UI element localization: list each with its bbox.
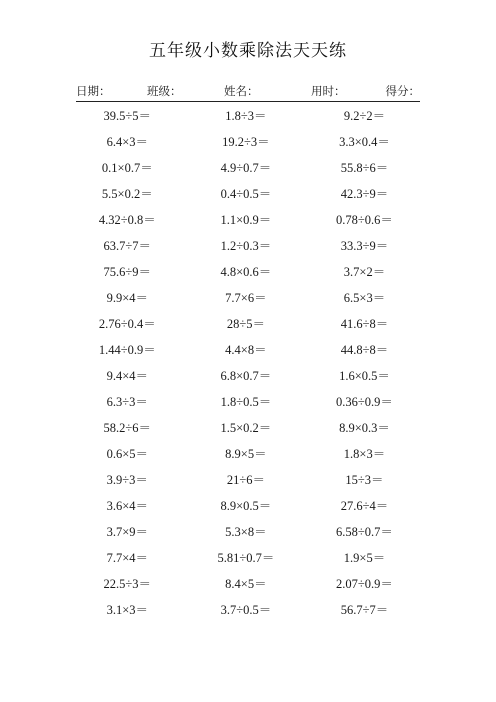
problem-item: 75.6÷9＝ [103, 265, 152, 279]
problem-row [68, 519, 424, 545]
problem-row [68, 103, 424, 129]
problem-item: 1.8÷0.5＝ [220, 395, 272, 409]
class-label: 班级： [147, 84, 182, 98]
problem-item: 1.8×3＝ [343, 447, 386, 461]
problem-row [68, 493, 424, 519]
problem-row [68, 571, 424, 597]
problem-row [68, 597, 424, 623]
problem-item: 0.1×0.7＝ [101, 161, 153, 175]
problem-item: 27.6÷4＝ [340, 499, 389, 513]
problem-item: 5.81÷0.7＝ [217, 551, 275, 565]
problem-item: 0.4÷0.5＝ [220, 187, 272, 201]
problem-item: 4.8×0.6＝ [220, 265, 272, 279]
problem-row [68, 181, 424, 207]
name-label: 姓名： [224, 84, 259, 98]
problem-row [68, 545, 424, 571]
problem-item: 55.8÷6＝ [340, 161, 389, 175]
problem-item: 63.7÷7＝ [103, 239, 152, 253]
problem-item: 6.3÷3＝ [106, 395, 148, 409]
problem-item: 3.6×4＝ [106, 499, 149, 513]
problem-row [68, 441, 424, 467]
problem-item: 44.8÷8＝ [340, 343, 389, 357]
problem-item: 1.2÷0.3＝ [220, 239, 272, 253]
problem-row [68, 155, 424, 181]
worksheet-title: 五年级小数乘除法天天练 [149, 41, 347, 61]
problem-item: 1.6×0.5＝ [339, 369, 390, 383]
problem-row [68, 129, 424, 155]
problem-item: 7.7×4＝ [106, 551, 149, 565]
problem-item: 1.9×5＝ [343, 551, 386, 565]
problem-row [68, 363, 424, 389]
problem-item: 6.4×3＝ [106, 135, 149, 149]
problem-item: 0.36÷0.9＝ [336, 395, 393, 409]
problem-grid [68, 103, 424, 623]
problem-item: 4.4×8＝ [225, 343, 267, 357]
problem-item: 1.44÷0.9＝ [98, 343, 156, 357]
problem-item: 9.4×4＝ [106, 369, 149, 383]
problem-row [68, 233, 424, 259]
problem-item: 5.5×0.2＝ [101, 187, 153, 201]
problem-item: 4.32÷0.8＝ [98, 213, 156, 227]
problem-item: 8.9×0.3＝ [339, 421, 390, 435]
problem-row [68, 259, 424, 285]
problem-item: 42.3÷9＝ [340, 187, 389, 201]
problem-item: 41.6÷8＝ [340, 317, 389, 331]
problem-item: 3.7×2＝ [343, 265, 386, 279]
problem-item: 8.4×5＝ [225, 577, 267, 591]
problem-item: 33.3÷9＝ [340, 239, 389, 253]
problem-item: 1.5×0.2＝ [220, 421, 272, 435]
problem-row [68, 389, 424, 415]
problem-item: 5.3×8＝ [225, 525, 267, 539]
date-label: 日期： [76, 84, 111, 98]
problem-item: 7.7×6＝ [225, 291, 267, 305]
problem-item: 3.7×9＝ [106, 525, 149, 539]
info-row [76, 83, 420, 102]
score-label: 得分： [385, 84, 420, 98]
problem-item: 6.58÷0.7＝ [336, 525, 393, 539]
time-label: 用时： [311, 84, 346, 98]
problem-item: 58.2÷6＝ [103, 421, 152, 435]
problem-item: 1.1×0.9＝ [220, 213, 272, 227]
problem-item: 6.5×3＝ [343, 291, 386, 305]
problem-row [68, 311, 424, 337]
problem-item: 8.9×0.5＝ [220, 499, 272, 513]
problem-item: 21÷6＝ [226, 473, 265, 487]
problem-item: 56.7÷7＝ [340, 603, 389, 617]
problem-item: 22.5÷3＝ [103, 577, 152, 591]
problem-item: 39.5÷5＝ [103, 109, 152, 123]
problem-row [68, 415, 424, 441]
problem-row [68, 337, 424, 363]
problem-item: 15÷3＝ [345, 473, 384, 487]
problem-row [68, 467, 424, 493]
problem-item: 4.9÷0.7＝ [220, 161, 272, 175]
problem-item: 9.2÷2＝ [343, 109, 386, 123]
problem-row [68, 285, 424, 311]
problem-item: 19.2÷3＝ [222, 135, 270, 149]
problem-item: 3.9÷3＝ [106, 473, 148, 487]
problem-row [68, 207, 424, 233]
problem-item: 28÷5＝ [226, 317, 265, 331]
problem-item: 3.1×3＝ [106, 603, 149, 617]
problem-item: 6.8×0.7＝ [220, 369, 272, 383]
problem-item: 3.3×0.4＝ [339, 135, 390, 149]
problem-item: 1.8÷3＝ [225, 109, 267, 123]
problem-item: 2.07÷0.9＝ [336, 577, 393, 591]
problem-item: 0.6×5＝ [106, 447, 149, 461]
problem-item: 3.7÷0.5＝ [220, 603, 272, 617]
problem-item: 0.78÷0.6＝ [336, 213, 393, 227]
problem-item: 2.76÷0.4＝ [98, 317, 156, 331]
problem-item: 8.9×5＝ [225, 447, 267, 461]
problem-item: 9.9×4＝ [106, 291, 149, 305]
